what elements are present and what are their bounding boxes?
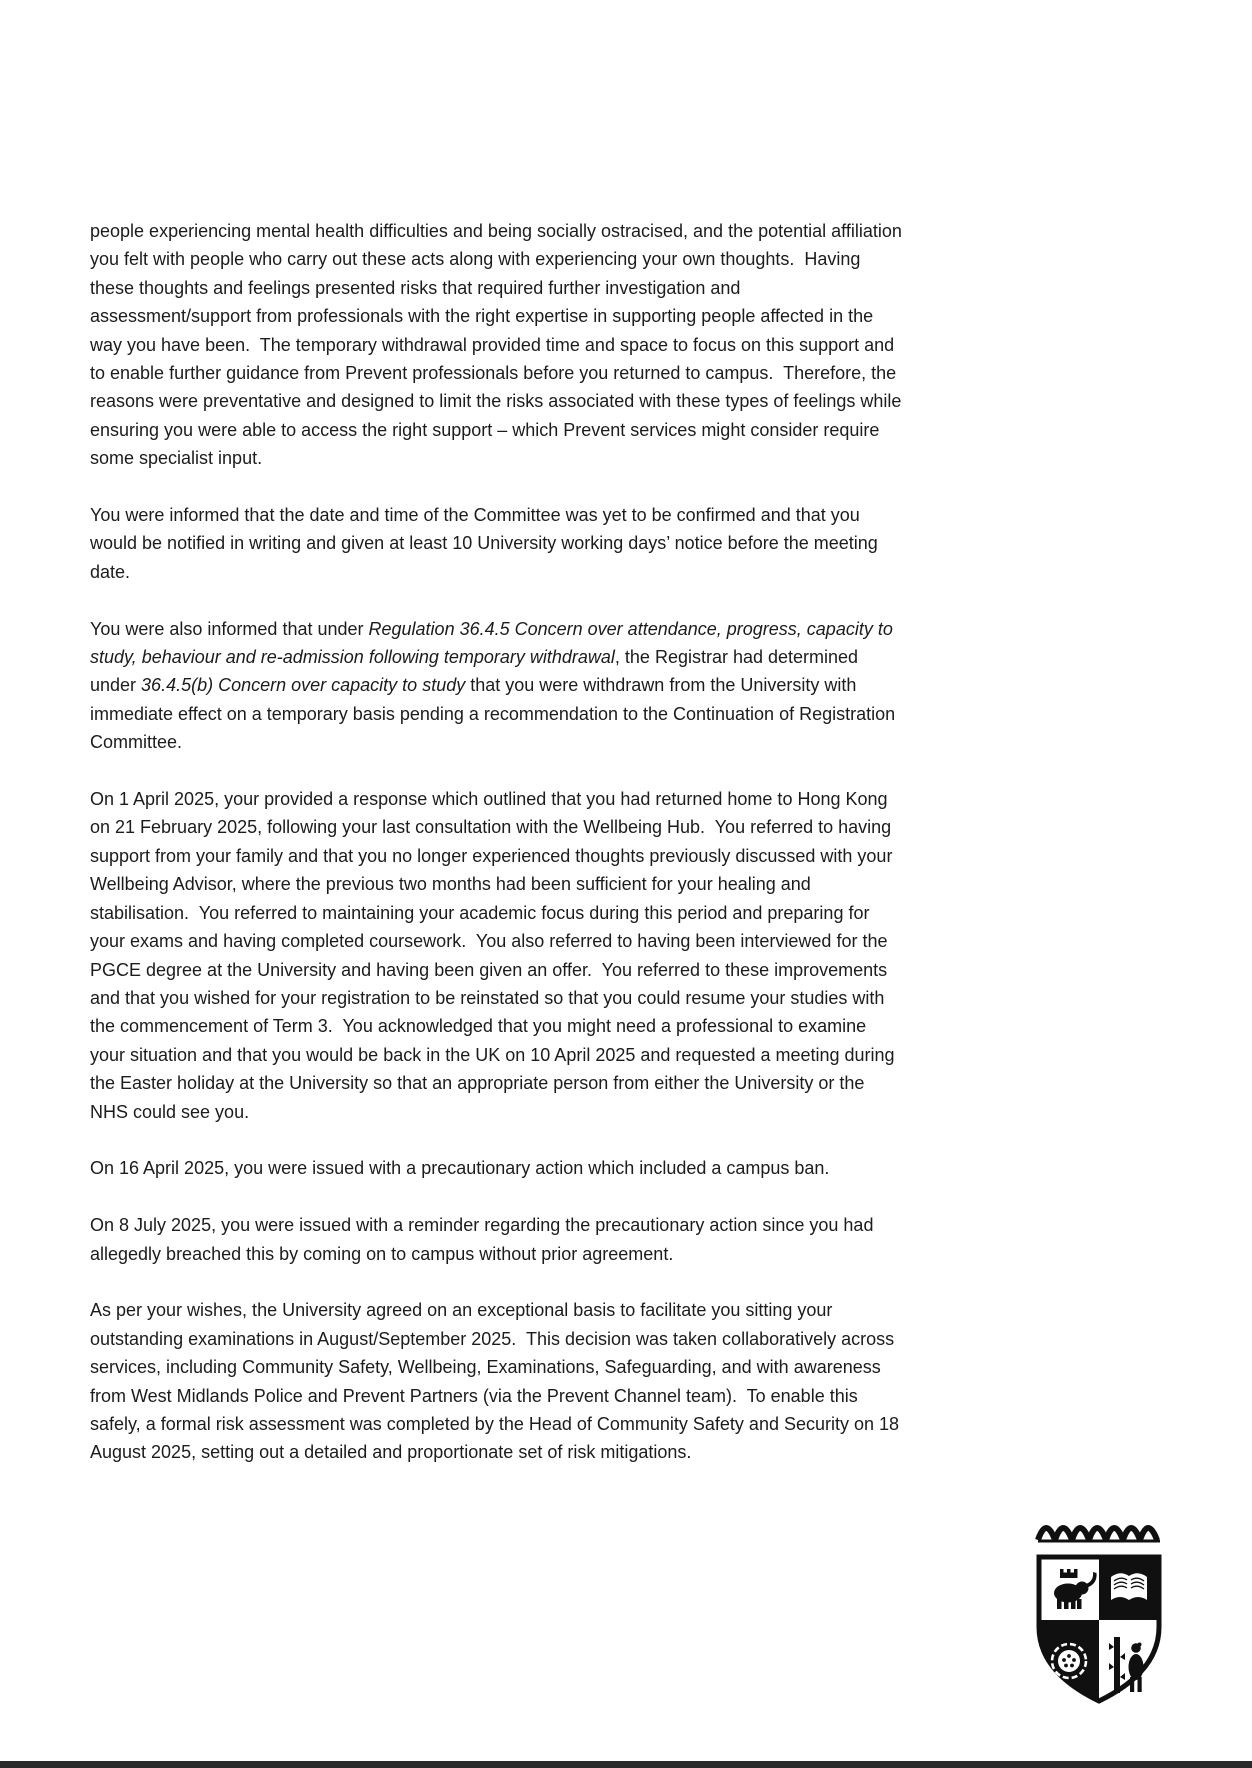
paragraph	[90, 501, 905, 586]
text-run: On 1 April 2025, your provided a response which outlined that you had returned home to Hong Kong on 21 February 2025, following your last consultation with the Wellbeing Hub. You referred to having support from your family and that you no longer experienced thoughts previously discussed with your Wellbeing Advisor, where the previous two months had been sufficient for your healing and stabilisation. You referred to maintaining your academic focus during this period and preparing for your exams and having completed coursework. You also referred to having been interviewed for the PGCE degree at the University and having been given an offer. You referred to these improvements and that you wished for your registration to be reinstated so that you could resume your studies with the commencement of Term 3. You acknowledged that you might need a professional to examine your situation and that you would be back in the UK on 10 April 2025 and requested a meeting during the Easter holiday at the University so that an appropriate person from either the University or the NHS could see you.	[90, 789, 900, 1122]
paragraph	[90, 1154, 905, 1182]
page-bottom-edge	[0, 1761, 1252, 1768]
letter-body	[90, 217, 905, 1495]
paragraph	[90, 217, 905, 473]
italic-text-run: Regulation 36.4.5 Concern over attendance, progress, capacity to study, behaviour and re-admission following temporary withdrawal	[90, 618, 898, 668]
text-run: You were also informed that under	[90, 618, 369, 639]
text-run: As per your wishes, the University agreed on an exceptional basis to facilitate you sitting your outstanding examinations in August/September 2025. This decision was taken collaboratively across services, including Community Safety, Wellbeing, Examinations, Safeguarding, and with awareness from West Midlands Police and Prevent Partners (via the Prevent Channel team). To enable this safely, a formal risk assessment was completed by the Head of Community Safety and Security on 18 August 2025, setting out a detailed and proportionate set of risk mitigations.	[90, 1300, 904, 1463]
italic-text-run: 36.4.5(b) Concern over capacity to study	[141, 675, 466, 696]
text-run: that you were withdrawn from the University with immediate effect on a temporary basis pending a recommendation to the Continuation of Registration Committee.	[90, 675, 901, 753]
text-run: You were informed that the date and time of the Committee was yet to be confirmed and that you would be notified in writing and given at least 10 University working days’ notice before the meeting date.	[90, 505, 883, 582]
text-run: On 16 April 2025, you were issued with a precautionary action which included a campus ban.	[90, 1158, 830, 1179]
text-run: people experiencing mental health difficulties and being socially ostracised, and the potential affiliation you felt with people who carry out these acts along with experiencing your own thoughts. Having these thoughts and feelings presented risks that required further investigation and assessment/support from professionals with the right expertise in supporting people affected in the way you have been. The temporary withdrawal provided time and space to focus on this support and to enable further guidance from Prevent professionals before you returned to campus. Therefore, the reasons were preventative and designed to limit the risks associated with these types of feelings while ensuring you were able to access the right support – which Prevent services might consider require some specialist input.	[90, 221, 907, 469]
university-crest	[1034, 1515, 1164, 1705]
paragraph	[90, 615, 905, 757]
paragraph	[90, 1296, 905, 1466]
paragraph	[90, 785, 905, 1126]
text-run: , the Registrar had determined under	[90, 647, 864, 696]
text-run: On 8 July 2025, you were issued with a reminder regarding the precautionary action since you had allegedly breached this by coming on to campus without prior agreement.	[90, 1215, 879, 1264]
coat-of-arms-icon	[1034, 1515, 1164, 1705]
open-book-icon	[1111, 1573, 1147, 1600]
torse-icon	[1038, 1528, 1160, 1541]
paragraph	[90, 1211, 905, 1268]
